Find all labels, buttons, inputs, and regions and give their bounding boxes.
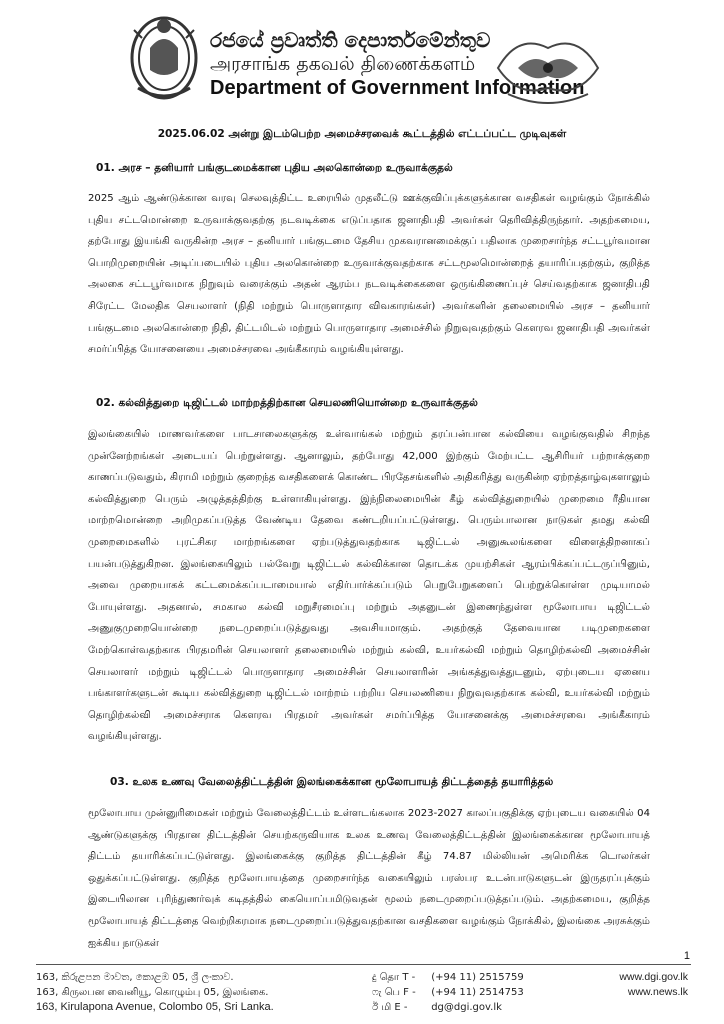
email-value[interactable]: dg@dgi.gov.lk <box>431 1002 502 1013</box>
section-body: மூலோபாய முன்னுரிமைகள் மற்றும் வேலைத்திட்டம் உள்ளடங்கலாக 2023-2027 காலப்பகுதிக்கு ஏற்புடைய வகையில் 04 ஆண்டுகளுக்கு பிரதான திட்டத்தின் செயற்கருவியாக உலக உணவு வேலைத்திட்டத்தின் இலங்கைக்கான மூலோபாயத் திட்டம் தயாரிக்கப்பட்டுள்ளது. இலங்கைக்கு குறித்த திட்டத்தின் கீழ் 74.87 மில்லியன் அமெரிக்க டொலர்கள் ஒதுக்கப்பட்டுள்ளது. குறித்த மூலோபாயத்தை முறைசார்ந்த வகையிலும் பரஸ்பர உடன்பாடுகளுடன் இருதரப்புக்கும் இடையிலான புரிந்துணர்வுக் கடிதத்தில் கையொப்பமிடுவதன் மூலம் நடைமுறைப்படுத்தப்படும். அதற்கமைய, குறித்த மூலோபாயத் திட்டத்தை வெற்றிகரமாக நடைமுறைப்படுத்துவதற்கான வசதிகளை வழங்கும் நோக்கில், இலங்கை அரசுக்கும் ஐக்கிய நாடுகள் <box>88 808 650 949</box>
fax-label: ෆැ பெ F - <box>372 987 416 998</box>
telephone-row <box>372 970 524 985</box>
address-english: 163, Kirulapona Avenue, Colombo 05, Sri Lanka. <box>36 1001 274 1013</box>
address-sinhala: 163, කිරුළපන මාවත, කොළඹ 05, ශ්‍රී ලංකාව. <box>36 972 234 983</box>
footer-divider <box>36 964 691 965</box>
department-name-tamil: அரசாங்க தகவல் திணைக்களம் <box>210 53 476 75</box>
section-heading: 03. உலக உணவு வேலைத்திட்டத்தின் இலங்கைக்கான மூலோபாயத் திட்டத்தைத் தயாரித்தல் <box>110 776 554 788</box>
footer-address <box>36 970 274 1015</box>
department-name-english: Department of Government Information <box>210 77 585 99</box>
telephone-label: දු தொ T - <box>372 972 416 983</box>
letterhead <box>0 0 724 122</box>
national-emblem-icon <box>128 8 200 104</box>
section-heading: 02. கல்வித்துறை டிஜிட்டல் மாற்றத்திற்கான செயலணியொன்றை உருவாக்குதல் <box>96 397 478 409</box>
email-label: ඊ மி E - <box>372 1002 408 1013</box>
page-number: 1 <box>683 950 690 962</box>
website-link[interactable]: www.dgi.gov.lk <box>619 971 688 983</box>
department-name-sinhala: රජයේ ප්‍රවෘත්ති දෙපාර්තමේන්තුව <box>210 28 491 52</box>
telephone-value: (+94 11) 2515759 <box>431 972 524 983</box>
footer-contact <box>372 970 524 1015</box>
website-link[interactable]: www.news.lk <box>627 986 688 998</box>
decorative-bird-ornament-icon <box>488 28 608 112</box>
section-body: 2025 ஆம் ஆண்டுக்கான வரவு செலவுத்திட்ட உரையில் முதலீட்டு ஊக்குவிப்புக்களுக்கான வசதிகள் வழங்கும் நோக்கில் புதிய சட்டமொன்றை உருவாக்குவதற்கு நடவடிக்கை எடுப்பதாக ஜனாதிபதி அவர்கள் தெரிவித்திருந்தார். அதற்கமைய, தற்போது இயங்கி வருகின்ற அரச – தனியார் பங்குடமை தேசிய முகவரானமைக்குப் பதிலாக முறைசார்ந்த சட்டபூர்வமான பொறிமுறையின் அடிப்படையில் புதிய அலகொன்றை உருவாக்குவதற்காக சட்டமூலமொன்றைத் தயாரிப்பதற்கும், குறித்த அலகை சட்டபூர்வமாக நிறுவும் வரைக்கும் அதன் ஆரம்ப நடவடிக்கைகளை ஒருங்கிணைப்புச் செய்வதற்காக ஜனாதிபதி சிரேட்ட மேலதிக செயலாளர் (நிதி மற்றும் பொருளாதார விவகாரங்கள்) அவர்களின் தலைமையில் அரச – தனியார் பங்குடமை அலகொன்றை நிதி, திட்டமிடல் மற்றும் பொருளாதார அமைச்சில் நிறுவுவதற்கும் கௌரவ ஜனாதிபதி அவர்கள் சமர்ப்பித்த யோசனையை அமைச்சரவை அங்கீகாரம் வழங்கியுள்ளது. <box>88 193 650 356</box>
footer-websites <box>619 970 688 1000</box>
email-row <box>372 1000 524 1015</box>
fax-value: (+94 11) 2514753 <box>431 987 524 998</box>
section-heading: 01. அரச – தனியார் பங்குடமைக்கான புதிய அலகொன்றை உருவாக்குதல் <box>96 162 453 174</box>
section-body: இலங்கையில் மாணவர்களை பாடசாலைகளுக்கு உள்வாங்கல் மற்றும் தரப்பன்பான கல்வியை வழங்குவதில் சிறந்த முன்னேற்றங்கள் அடையப் பெற்றுள்ளது. ஆனாலும், தற்போது 42,000 இற்கும் மேற்பட்ட ஆசிரியர் பற்றாக்குறை காணப்படுவதும், கிராமி மற்றும் குறைந்த வசதிகளைக் கொண்ட பிரதேசங்களில் அதிகரித்து வருகின்ற ஏற்றத்தாழ்வுகளாலும் கல்வித்துறை பெரும் அழுத்தத்திற்கு உள்ளாகியுள்ளது. இந்நிலைமையின் கீழ் கல்வித்துறையில் முறைமை ரீதியான மாற்றமொன்றை அறிமுகப்படுத்த வேண்டிய தேவை கண்டறியப்பட்டுள்ளது. பெரும்பாலான நாடுகள் தமது கல்வி முறைமைகளில் புரட்சிகர மாற்றங்களை ஏற்படுத்துவதற்காக டிஜிட்டல் அனுகூலங்களை விளைத்திறனாகப் பயன்படுத்துகிறன. இலங்கையிலும் பல்வேறு டிஜிட்டல் கல்விக்கான தொடக்க முயற்சிகள் ஆரம்பிக்கப்பட்டருப்பினும், அவை முறையாகக் கட்டமைக்கப்படாமையால் எதிர்பார்க்கப்படும் பெறுபேறுகளைப் பெற்றுக்கொள்ள முடியாமல் போயுள்ளது. அதனால், சமகால கல்வி மறுசீரமைப்பு மற்றும் அதனுடன் இணைந்துள்ள மூலோபாய டிஜிட்டல் அணுகுமுறையொன்றை நடைமுறைப்படுத்துவது அவசியமாகும். அதற்குத் தேவையான படிமுறைகளை மேற்கொள்வதற்காக பிரதமரின் செயலாளர் தலைமையில் மற்றும் கல்வி, உயர்கல்வி மற்றும் தொழிற்கல்வி அமைச்சின் செயலாளர் மற்றும் டிஜிட்டல் பொருளாதார அமைச்சின் செயலாளரின் அங்கத்துவத்துடனும், ஏற்புடைய ஏனைய பங்காளர்களுடன் கூடிய கல்வித்துறை டிஜிட்டல் மாற்றம் பற்றிய செயலணியை நிறுவுவதற்காக கல்வி, உயர்கல்வி மற்றும் தொழிற்கல்வி அமைச்சராக கௌரவ பிரதமர் அவர்கள் சமர்ப்பித்த யோசனைக்கு அமைச்சரவை அங்கீகாரம் வழங்கியுள்ளது. <box>88 429 650 743</box>
document-title: 2025.06.02 அன்று இடம்பெற்ற அமைச்சரவைக் கூட்டத்தில் எட்டப்பட்ட முடிவுகள் <box>157 128 567 140</box>
address-tamil: 163, கிருலபன வைனியூ, கொழும்பு 05, இலங்கை. <box>36 987 269 998</box>
fax-row <box>372 985 524 1000</box>
